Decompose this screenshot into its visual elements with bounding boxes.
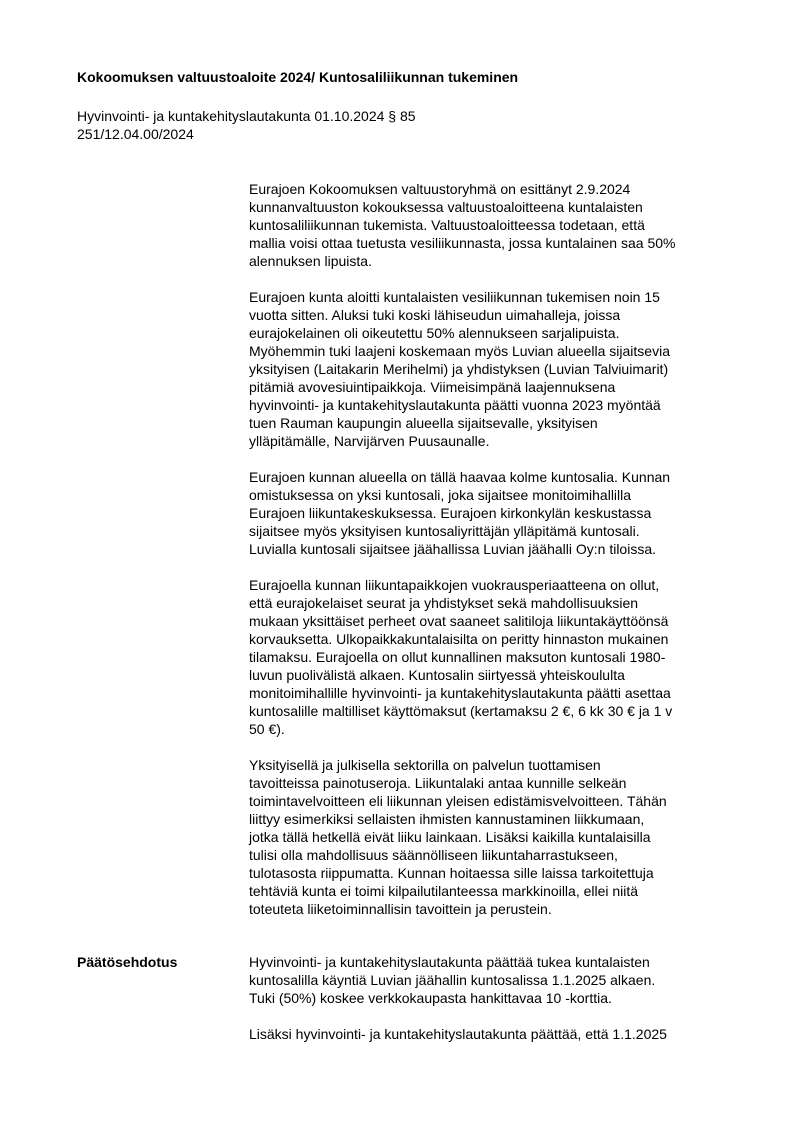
text-line: luvun puolivälistä alkaen. Kuntosalin siirtyessä yhteiskoululta: [249, 667, 625, 683]
text-line: Tuki (50%) koskee verkkokaupasta hankittavaa 10 -korttia.: [249, 990, 612, 1006]
text-line: Yksityisellä ja julkisella sektorilla on palvelun tuottamisen: [249, 757, 601, 773]
document-body: [249, 180, 749, 936]
decision-label: Päätösehdotus: [77, 954, 178, 970]
text-line: Eurajoen Kokoomuksen valtuustoryhmä on esittänyt 2.9.2024: [249, 181, 631, 197]
text-line: ylläpitämälle, Narvijärven Puusaunalle.: [249, 433, 490, 449]
paragraph-decision-additional: [249, 1025, 749, 1043]
text-line: jotka tällä hetkellä eivät liiku lainkaan. Lisäksi kaikilla kuntalaisilla: [249, 829, 651, 845]
text-line: kuntosalille maltilliset käyttömaksut (kertamaksu 2 €, 6 kk 30 € ja 1 v: [249, 703, 673, 719]
paragraph-rental-principles: [249, 576, 749, 738]
text-line: kunnanvaltuuston kokouksessa valtuustoaloitteena kuntalaisten: [249, 199, 643, 215]
decision-body: [249, 953, 749, 1061]
text-line: omistuksessa on yksi kuntosali, joka sijaitsee monitoimihallilla: [249, 487, 632, 503]
text-line: Eurajoen kunnan alueella on tällä haavaa kolme kuntosalia. Kunnan: [249, 469, 671, 485]
text-line: toteuteta liiketoiminnallisin tavoittein ja perustein.: [249, 901, 552, 917]
paragraph-gyms: [249, 468, 749, 558]
text-line: monitoimihallille hyvinvointi- ja kuntakehityslautakunta päätti asettaa: [249, 685, 671, 701]
text-line: kuntosalilla käyntiä Luvian jäähallin kuntosalissa 1.1.2025 alkaen.: [249, 972, 656, 988]
document-title: Kokoomuksen valtuustoaloite 2024/ Kuntosaliliikunnan tukeminen: [77, 69, 519, 85]
text-line: yksityisen (Laitakarin Merihelmi) ja yhdistyksen (Luvian Talviuimarit): [249, 361, 669, 377]
text-line: mukaan yksittäiset perheet ovat saaneet salitiloja liikuntakäyttöönsä: [249, 613, 669, 629]
text-line: vuotta sitten. Aluksi tuki koski lähiseudun uimahalleja, joissa: [249, 307, 621, 323]
text-line: Eurajoen liikuntakeskuksessa. Eurajoen kirkonkylän keskustassa: [249, 505, 652, 521]
text-line: toimintavelvoitteen eli liikunnan yleisen edistämisvelvoitteen. Tähän: [249, 793, 667, 809]
text-line: alennuksen lipuista.: [249, 253, 372, 269]
text-line: Luvialla kuntosali sijaitsee jäähallissa Luvian jäähalli Oy:n tiloissa.: [249, 541, 656, 557]
paragraph-initiative: [249, 180, 749, 270]
text-line: mallia voisi ottaa tuetusta vesiliikunnasta, jossa kuntalainen saa 50%: [249, 235, 676, 251]
meta-line-committee: Hyvinvointi- ja kuntakehityslautakunta 01.10.2024 § 85: [77, 108, 416, 124]
text-line: tulisi olla mahdollisuus säännölliseen liikuntaharrastukseen,: [249, 847, 618, 863]
text-line: tilamaksu. Eurajoella on ollut kunnallinen maksuton kuntosali 1980-: [249, 649, 666, 665]
text-line: sijaitsee myös yksityisen kuntosaliyrittäjän ylläpitämä kuntosali.: [249, 523, 640, 539]
text-line: hyvinvointi- ja kuntakehityslautakunta päätti vuonna 2023 myöntää: [249, 397, 661, 413]
text-line: että eurajokelaiset seurat ja yhdistykset sekä mahdollisuuksien: [249, 595, 639, 611]
text-line: Hyvinvointi- ja kuntakehityslautakunta päättää tukea kuntalaisten: [249, 954, 650, 970]
text-line: tulotasosta riippumatta. Kunnan hoitaessa sille laissa tarkoitettuja: [249, 865, 654, 881]
text-line: tuen Rauman kaupungin alueella sijaitsevalle, yksityisen: [249, 415, 598, 431]
meta-line-record-id: 251/12.04.00/2024: [77, 126, 194, 142]
paragraph-sector-goals: [249, 756, 749, 918]
text-line: pitämiä avovesiuintipaikkoja. Viimeisimpänä laajennuksena: [249, 379, 616, 395]
text-line: Myöhemmin tuki laajeni koskemaan myös Luvian alueella sijaitsevia: [249, 343, 670, 359]
text-line: eurajokelainen oli oikeutettu 50% alennukseen sarjalipuista.: [249, 325, 620, 341]
text-line: Eurajoella kunnan liikuntapaikkojen vuokrausperiaatteena on ollut,: [249, 577, 660, 593]
text-line: 50 €).: [249, 721, 285, 737]
text-line: tavoitteissa painotuseroja. Liikuntalaki antaa kunnille selkeän: [249, 775, 627, 791]
text-line: kuntosaliliikunnan tukemista. Valtuustoaloitteessa todetaan, että: [249, 217, 645, 233]
text-line: tehtäviä kunta ei toimi kilpailutilanteessa markkinoilla, ellei niitä: [249, 883, 639, 899]
document-meta: [77, 107, 416, 143]
text-line: liittyy esimerkiksi sellaisten ihmisten kannustaminen liikkumaan,: [249, 811, 645, 827]
paragraph-decision-proposal: [249, 953, 749, 1007]
text-line: korvauksetta. Ulkopaikkakuntalaisilta on peritty hinnaston mukainen: [249, 631, 669, 647]
text-line: Lisäksi hyvinvointi- ja kuntakehityslautakunta päättää, että 1.1.2025: [249, 1026, 667, 1042]
paragraph-history: [249, 288, 749, 450]
text-line: Eurajoen kunta aloitti kuntalaisten vesiliikunnan tukemisen noin 15: [249, 289, 660, 305]
